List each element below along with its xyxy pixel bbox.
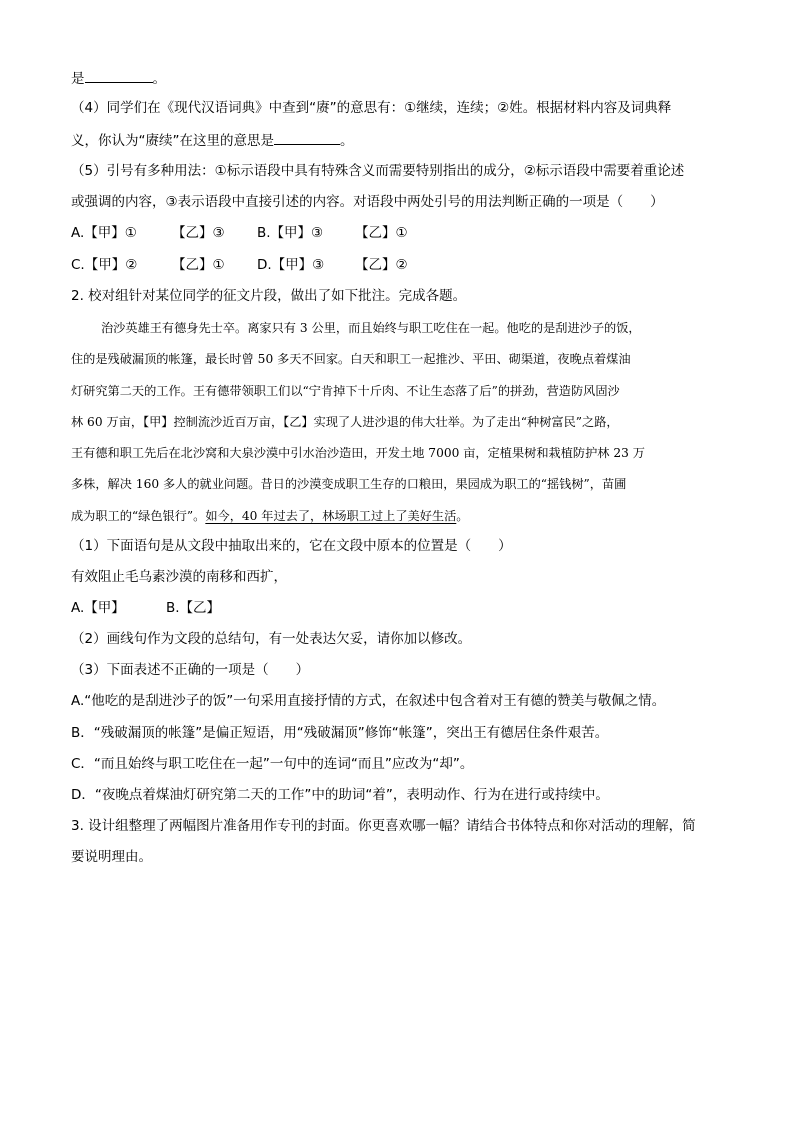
option-a[interactable]: A.【甲】① (71, 225, 137, 241)
q1-sub5-line1: （5）引号有多种用法：①标示语段中具有特殊含义而需要特别指出的成分，②标示语段中需要着重论述 (71, 163, 685, 179)
q2-sub3-option-a[interactable]: A.“他吃的是刮进沙子的饭”一句采用直接抒情的方式，在叙述中包含着对王有德的赞美与敬佩之情。 (71, 693, 666, 709)
option-b[interactable]: B.【乙】 (166, 600, 221, 616)
q2-sub1-sentence: 有效阻止毛乌素沙漠的南移和西扩， (71, 569, 287, 585)
q1-answer-line: 是 。 (71, 68, 166, 88)
q2-sub3-option-b[interactable]: B．“残破漏顶的帐篷”是偏正短语，用“残破漏顶”修饰“帐篷”，突出王有德居住条件艰苦。 (71, 725, 609, 741)
q2-sub1-options (71, 599, 221, 617)
passage-line: 林 60 万亩，【甲】控制流沙近百万亩，【乙】实现了人进沙退的伟大壮举。为了走出“种树富民”之路， (71, 415, 619, 429)
q1-sub5-line2: 或强调的内容，③表示语段中直接引述的内容。对语段中两处引号的用法判断正确的一项是（ ） (71, 194, 664, 210)
q2-sub3: （3）下面表述不正确的一项是（ ） (71, 662, 310, 678)
option-d-part2: 【乙】② (355, 257, 408, 273)
option-c-part2: 【乙】① (172, 257, 225, 273)
passage-line: 灯研究第二天的工作。王有德带领职工们以“宁肯掉下十斤肉、不让生态落了后”的拼劲，营造防风固沙 (71, 384, 620, 398)
q3-stem-line2: 要说明理由。 (71, 849, 152, 865)
option-a-part2: 【乙】③ (172, 225, 225, 241)
q2-sub3-option-d[interactable]: D．“夜晚点着煤油灯研究第二天的工作”中的助词“着”，表明动作、行为在进行或持续中。 (71, 787, 609, 803)
passage-line: 王有德和职工先后在北沙窝和大泉沙漠中引水治沙造田，开发土地 7000 亩，定植果树和栽植防护林 23 万 (71, 446, 645, 460)
q1-sub5-options-ab (71, 224, 408, 242)
q2-sub1: （1）下面语句是从文段中抽取出来的，它在文段中原本的位置是（ ） (71, 538, 512, 554)
q2-sub3-option-c[interactable]: C．“而且始终与职工吃住在一起”一句中的连词“而且”应改为“却”。 (71, 756, 474, 772)
passage-last-line: 成为职工的“绿色银行”。如今，40 年过去了，林场职工过上了美好生活。 (71, 509, 469, 523)
option-b-part2: 【乙】① (355, 225, 408, 241)
q1-sub4-line1: （4）同学们在《现代汉语词典》中查到“赓”的意思有：①继续，连续；②姓。根据材料内容及词典释 (71, 100, 672, 116)
passage-line: 住的是残破漏顶的帐篷，最长时曾 50 多天不回家。白天和职工一起推沙、平田、砌渠道，夜晚点着煤油 (71, 352, 631, 366)
underlined-sentence: 如今，40 年过去了，林场职工过上了美好生活 (205, 509, 457, 523)
passage-line: 治沙英雄王有德身先士卒。离家只有 3 公里，而且始终与职工吃住在一起。他吃的是刮进沙子的饭， (101, 321, 641, 335)
option-d[interactable]: D.【甲】③ (257, 257, 325, 273)
q1-sub4-line2: 义，你认为“赓续”在这里的意思是 。 (71, 130, 354, 150)
option-b[interactable]: B.【甲】③ (257, 225, 324, 241)
q2-stem: 2. 校对组针对某位同学的征文片段，做出了如下批注。完成各题。 (71, 288, 467, 304)
answer-blank[interactable] (274, 130, 340, 145)
q1-sub5-options-cd (71, 256, 408, 274)
option-c[interactable]: C.【甲】② (71, 257, 138, 273)
q2-sub2: （2）画线句作为文段的总结句，有一处表达欠妥，请你加以修改。 (71, 631, 472, 647)
answer-blank[interactable] (85, 68, 153, 83)
option-a[interactable]: A.【甲】 (71, 600, 125, 616)
q3-stem-line1: 3. 设计组整理了两幅图片准备用作专刊的封面。你更喜欢哪一幅？请结合书体特点和你对活动的理解，简 (71, 818, 696, 834)
passage-line: 多株，解决 160 多人的就业问题。昔日的沙漠变成职工生存的口粮田，果园成为职工的“摇钱树”，苗圃 (71, 477, 627, 491)
